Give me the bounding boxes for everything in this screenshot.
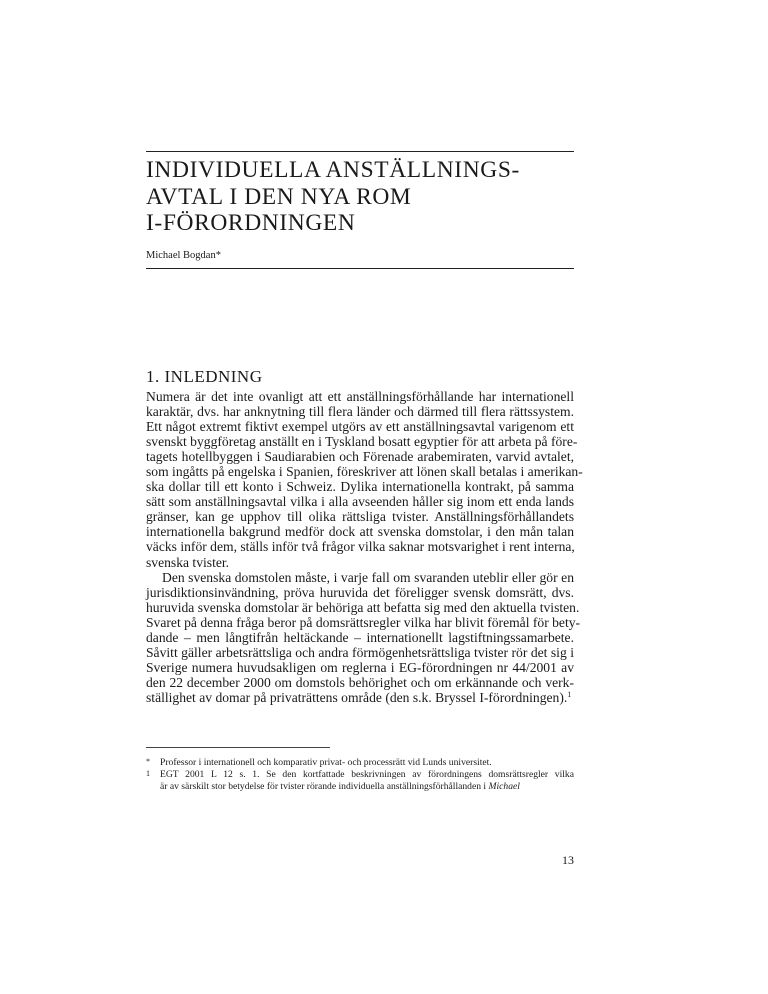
footnote-mark: * <box>146 757 150 766</box>
footnote-reference[interactable]: 1 <box>567 689 572 699</box>
text-line: Den svenska domstolen måste, i varje fall om svaranden uteblir eller gör en <box>162 569 574 585</box>
text-line: dande – men långtifrån heltäckande – internationellt lagstiftningssamarbete. <box>146 629 574 645</box>
title-line: INDIVIDUELLA ANSTÄLLNINGS- <box>146 157 520 183</box>
footnote-italic-text: Michael <box>488 781 520 792</box>
text-line: Såvitt gäller arbetsrättsliga och andra förmögenhetsrättsliga tvister rör det sig i <box>146 644 574 660</box>
footnote-line: Professor i internationell och komparativ privat- och processrätt vid Lunds universitet. <box>160 757 492 768</box>
author-footnote-mark: * <box>215 250 221 261</box>
text-line: tagets hotellbyggen i Saudiarabien och Förenade arabemiraten, varvid avtalet, <box>146 449 574 465</box>
text-line: karaktär, dvs. har anknytning till flera länder och därmed till flera rättssystem. <box>146 404 574 420</box>
footnote-text: är av särskilt stor betydelse för tvister rörande individuella anställningsförhållanden i <box>160 781 489 792</box>
text-line: svenska tvister. <box>146 554 230 570</box>
text-line: huruvida svenska domstolar är behöriga att befatta sig med den aktuella tvisten. <box>146 599 580 615</box>
text-line: sätt som anställningsavtal vilka i alla avseenden håller sig inom ett enda lands <box>146 494 574 510</box>
text-line: ska dollar till ett konto i Schweiz. Dylika internationella kontrakt, på samma <box>146 479 574 495</box>
footnote-1 <box>146 769 574 793</box>
footnote-line <box>160 781 574 793</box>
text-line: den 22 december 2000 om domstols behörighet och om erkännande och verk- <box>146 674 574 690</box>
page-number: 13 <box>562 853 574 867</box>
footnote-mark: 1 <box>146 769 150 778</box>
body-text <box>146 389 583 705</box>
title-line: AVTAL I DEN NYA ROM <box>146 183 412 210</box>
text-line: väcks inför dem, ställs inför två frågor vilka saknar motsvarighet i rent interna, <box>146 539 575 555</box>
footnote-separator <box>146 747 330 748</box>
title-bottom-rule <box>146 268 574 269</box>
text-line: svenskt byggföretag anställt en i Tyskland bosatt egyptier för att arbeta på före- <box>146 434 578 450</box>
text-line: som ingåtts på engelska i Spanien, föreskriver att lönen skall betalas i amerikan- <box>146 464 583 480</box>
paragraph-2 <box>146 569 581 705</box>
text-line: Svaret på denna fråga beror på domsrättsregler vilka har blivit föremål för bety- <box>146 614 581 630</box>
text-line: jurisdiktionsinvändning, pröva huruvida det föreligger svensk domsrätt, dvs. <box>146 584 574 600</box>
author-name: Michael Bogdan <box>146 250 216 261</box>
footnotes <box>146 757 574 793</box>
title-top-rule <box>146 151 574 152</box>
section-heading: 1. INLEDNING <box>146 367 263 386</box>
text-line: internationella bakgrund medför dock att svenska domstolar, i den mån talan <box>146 524 574 540</box>
footnote-line: EGT 2001 L 12 s. 1. Se den kortfattade beskrivningen av förordningens domsrättsregler vilka <box>160 769 574 780</box>
article-title <box>146 157 586 237</box>
text-line: gränser, kan ge upphov till olika rättsliga tvister. Anställningsförhållandets <box>146 509 574 525</box>
paragraph-1 <box>146 389 583 570</box>
title-line: I-FÖRORDNINGEN <box>146 210 356 236</box>
text-line: Ett något extremt fiktivt exempel utgörs av ett anställningsavtal varigenom ett <box>146 419 574 435</box>
author-byline <box>146 250 221 261</box>
text-line: Sverige numera huvudsakligen om reglerna i EG-förordningen nr 44/2001 av <box>146 659 574 675</box>
text-line: Numera är det inte ovanligt att ett anställningsförhållande har internationell <box>146 389 574 404</box>
footnote-star <box>146 757 574 769</box>
text-line <box>146 690 574 705</box>
text-line-content: ställighet av domar på privaträttens område (den s.k. Bryssel I-förordningen). <box>146 689 568 705</box>
